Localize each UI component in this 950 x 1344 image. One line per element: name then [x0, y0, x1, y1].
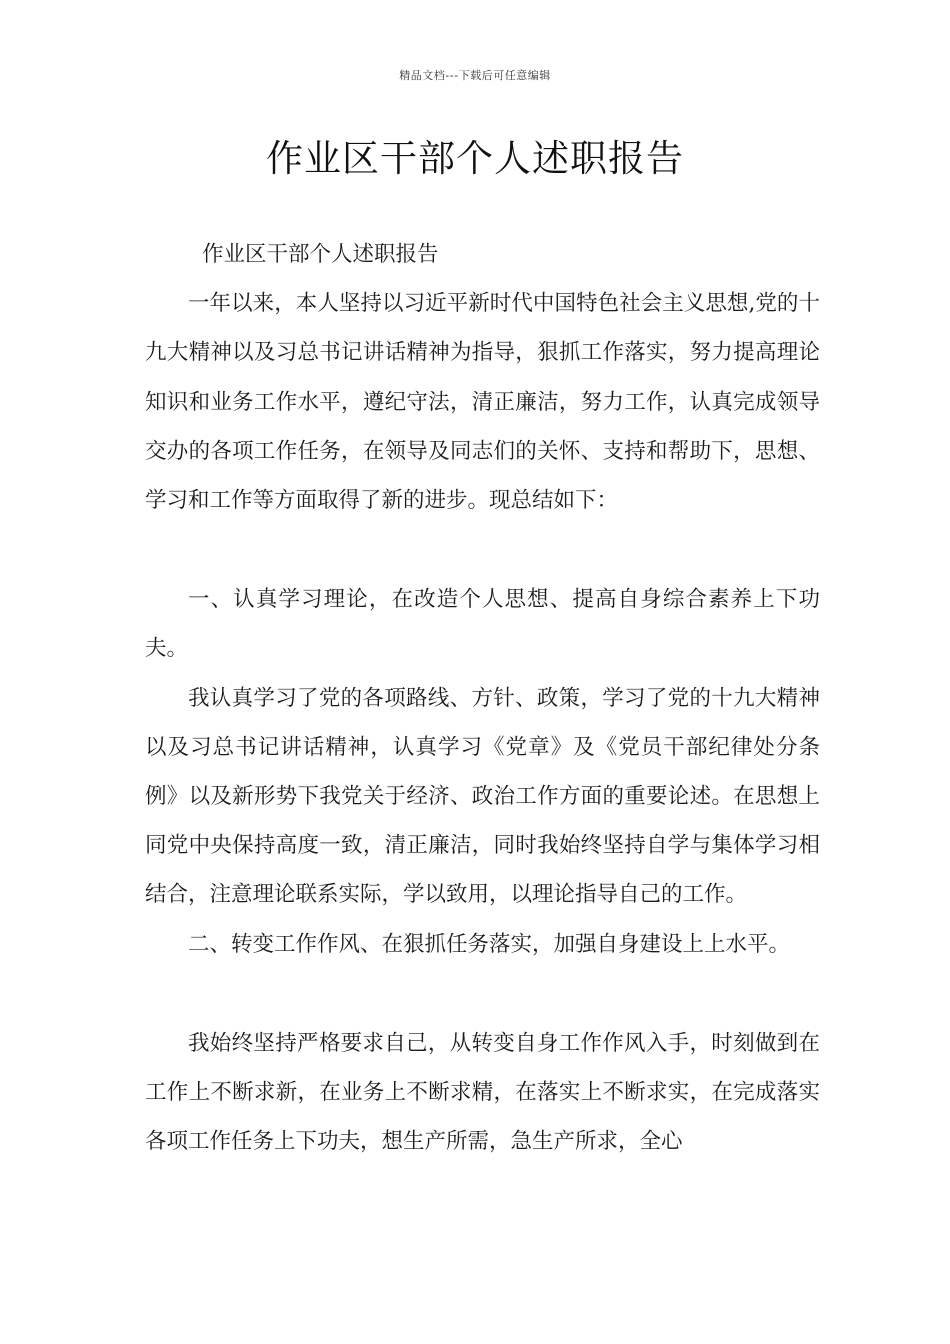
paragraph-section-1: 我认真学习了党的各项路线、方针、政策，学习了党的十九大精神以及习总书记讲话精神，认真学习《党章》及《党员干部纪律处分条例》以及新形势下我党关于经济、政治工作方面的重要论述。在思想上同党中央保持高度一致，清正廉洁，同时我始终坚持自学与集体学习相结合，注意理论联系实际，学以致用，以理论指导自己的工作。: [145, 685, 820, 908]
paragraph-section-2: 我始终坚持严格要求自己，从转变自身工作作风入手，时刻做到在工作上不断求新，在业务上不断求精，在落实上不断求实，在完成落实各项工作任务上下功夫，想生产所需，急生产所求，全心: [145, 1030, 820, 1155]
section-heading-2: 二、转变工作作风、在狠抓任务落实，加强自身建设上上水平。: [188, 931, 791, 957]
body-subtitle: 作业区干部个人述职报告: [202, 242, 439, 267]
document-body: [145, 230, 820, 1166]
document-title: 作业区干部个人述职报告: [266, 137, 684, 180]
paragraph-intro: 一年以来，本人坚持以习近平新时代中国特色社会主义思想,党的十九大精神以及习总书记讲话精神为指导，狠抓工作落实，努力提高理论知识和业务工作水平，遵纪守法，清正廉洁，努力工作，认真完成领导交办的各项工作任务，在领导及同志们的关怀、支持和帮助下，思想、学习和工作等方面取得了新的进步。现总结如下：: [145, 291, 820, 514]
header-note: 精品文档---下载后可任意编辑: [399, 69, 551, 82]
section-heading-1: 一、认真学习理论，在改造个人思想、提高自身综合素养上下功夫。: [145, 587, 820, 662]
